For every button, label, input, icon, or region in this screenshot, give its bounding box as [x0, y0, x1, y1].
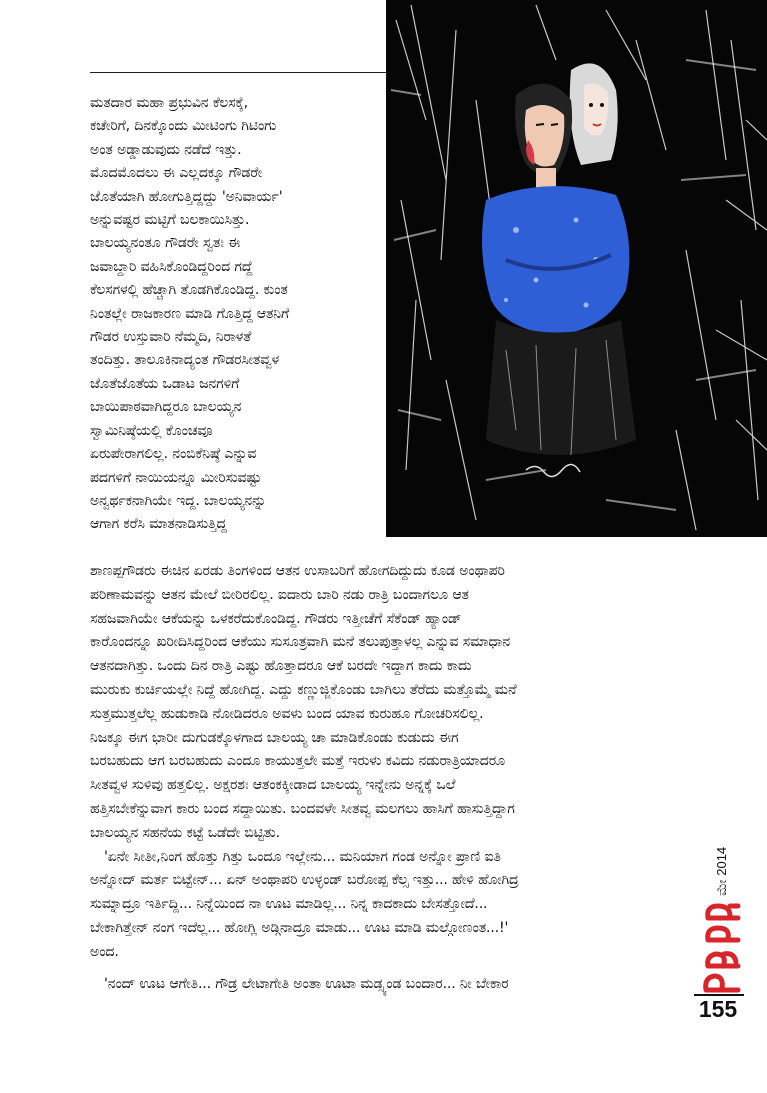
- text-line: ಬಾಯಿಪಾಠವಾಗಿದ್ದರೂ ಬಾಲಯ್ಯನ: [90, 399, 242, 416]
- text-line: ಪರಿಣಾಮವನ್ನು ಆತನ ಮೇಲೆ ಬೀರಿರಲಿಲ್ಲ. ಐದಾರು ಬಾರಿ ನಡು ರಾತ್ರಿ ಬಂದಾಗಲೂ ಆತ: [90, 586, 469, 603]
- text-line: ಕಾರೊಂದನ್ನೂ ಖರೀದಿಸಿದ್ದರಿಂದ ಆಕೆಯು ಸುಸೂತ್ರವಾಗಿ ಮನೆ ತಲುಪುತ್ತಾಳಲ್ಲ ಎನ್ನುವ ಸಮಾಧಾನ: [90, 634, 511, 651]
- text-line: ಸುತ್ತಮುತ್ತಲೆಲ್ಲ ಹುಡುಕಾಡಿ ನೋಡಿದರೂ ಅವಳು ಬಂದ ಯಾವ ಕುರುಹೂ ಗೋಚರಿಸಲಿಲ್ಲ.: [90, 705, 484, 722]
- text-line: ಅಂತ ಅಡ್ಡಾಡುವುದು ನಡೆದೆ ಇತ್ತು.: [90, 141, 242, 158]
- text-line: ಮೊದಮೊದಲು ಈ ಎಲ್ಲದಕ್ಕೂ ಗೌಡರೇ: [90, 165, 263, 182]
- text-line: ತಂದಿತ್ತು. ತಾಲೂಕಿನಾದ್ಯಂತ ಗೌಡರಸೀತವ್ವಳ: [90, 352, 280, 369]
- text-line: ಜೊತೆಯಾಗಿ ಹೋಗುತ್ತಿದ್ದದ್ದು 'ಅನಿವಾರ್ಯ': [90, 188, 283, 205]
- text-line: ಅನ್ನುವಷ್ಟರ ಮಟ್ಟಿಗೆ ಬಲಕಾಯಿಸಿತ್ತು.: [90, 212, 250, 229]
- text-line: ಜೊತೆಜೊತೆಯ ಒಡಾಟ ಜನಗಳಿಗೆ: [90, 375, 240, 392]
- text-line: ಬರಬಹುದು ಆಗ ಬರಬಹುದು ಎಂದೂ ಕಾಯುತ್ತಲೇ ಮತ್ತೆ ಇರುಳು ಕವಿದು ನಡುರಾತ್ರಿಯಾದರೂ: [90, 753, 506, 770]
- story-illustration: [386, 0, 767, 537]
- mayura-logo: [700, 900, 744, 996]
- page-number: 155: [698, 996, 738, 1022]
- masthead-month-year: ಮೇ 2014: [714, 846, 729, 896]
- text-line: ಆಗಾಗ ಕರೆಸಿ ಮಾತನಾಡಿಸುತ್ತಿದ್ದ: [90, 516, 227, 533]
- closing-line: 'ನಂದ್ ಊಟ ಆಗೇತಿ... ಗೌಡ್ರ ಲೇಟಾಗೇತಿ ಅಂತಾ ಊಟಾ ಮಡ್ಸ್ಯಂಡ ಬಂದಾರ... ನೀ ಬೇಕಾರ: [104, 975, 509, 992]
- top-rule: [90, 72, 386, 73]
- text-line: ನಿಂತಲ್ಲೇ ರಾಜಕಾರಣ ಮಾಡಿ ಗೊತ್ತಿದ್ದ ಆತನಿಗೆ: [90, 305, 290, 322]
- text-line: ಮತದಾರ ಮಹಾ ಪ್ರಭುವಿನ ಕೆಲಸಕ್ಕೆ,: [90, 95, 248, 111]
- text-line: ಬಾಲಯ್ಯನಂತೂ ಗೌಡರೇ ಸ್ವತಃ ಈ: [90, 235, 241, 252]
- article-column-wide: [90, 560, 695, 996]
- text-line: ಮುರುಕು ಕುರ್ಚಿಯಲ್ಲೇ ನಿದ್ದೆ ಹೋಗಿದ್ದ. ಎದ್ದು ಕಣ್ಣುಜ್ಜಿಕೊಂಡು ಬಾಗಿಲು ತೆರೆದು ಮತ್ತೊಮ್ಮೆ ಮನೆ: [90, 681, 517, 698]
- text-line: ಬಾಲಯ್ಯನ ಸಹನೆಯ ಕಟ್ಟೆ ಒಡೆದೇ ಬಿಟ್ಟಿತು.: [90, 824, 280, 841]
- dialogue-line: ಅನ್ನೋದ್ ಮರ್ತ ಬಿಟ್ಟೇನ್... ಏನ್ ಅಂಥಾಪರಿ ಉಳ್ಳಂಡ್ ಬರೋಪ್ಪ ಕೆಲ್ಸ ಇತ್ತು... ಹೇಳಿ ಹೋಗಿದ್ರ: [90, 872, 519, 889]
- text-line: ಏರುಪೇರಾಗಲಿಲ್ಲ. ನಂಬಿಕೆನಿಷ್ಠೆ ಎನ್ನುವ: [90, 446, 257, 463]
- text-line: ಶಾಣಪ್ಪಗೌಡರು ಈಚಿನ ಏರಡು ತಿಂಗಳಿಂದ ಆತನ ಉಸಾಬರಿಗೆ ಹೋಗದಿದ್ದುದು ಕೂಡ ಅಂಥಾಪರಿ: [90, 563, 505, 579]
- text-line: ಹತ್ತಿಸಬೇಕೆನ್ನುವಾಗ ಕಾರು ಬಂದ ಸದ್ದಾಯಿತು. ಬಂದವಳೇ ಸೀತವ್ವ ಮಲಗಲು ಹಾಸಿಗೆ ಹಾಸುತ್ತಿದ್ದಾಗ: [90, 800, 515, 817]
- text-line: ಕಚೇರಿಗೆ, ದಿನಕ್ಕೊಂದು ಮೀಟಿಂಗು ಗಿಟಿಂಗು: [90, 118, 277, 135]
- text-line: ಪದಗಳಿಗೆ ನಾಯಿಯನ್ನೂ ಮೀರಿಸುವಷ್ಟು: [90, 469, 262, 486]
- article-column-narrow: [90, 92, 382, 537]
- dialogue-line: ಸುಮ್ನಾದ್ರೂ ಇರ್ತಿದ್ದಿ... ನಿನ್ನೆಯಿಂದ ನಾ ಊಟ ಮಾಡಿಲ್ಲ... ನಿನ್ನ ಕಾದಕಾದು ಬೇಸತ್ತೋದೆ...: [90, 896, 488, 913]
- text-line: ಜವಾಬ್ದಾರಿ ವಹಿಸಿಕೊಂಡಿದ್ದರಿಂದ ಗದ್ದೆ: [90, 258, 253, 275]
- text-line: ಸೀತವ್ವಳ ಸುಳಿವು ಹತ್ತಲಿಲ್ಲ. ಅಕ್ಷರಶಃ ಆತಂಕಕ್ಕೀಡಾದ ಬಾಲಯ್ಯ ಇನ್ನೇನು ಅನ್ನಕ್ಕೆ ಒಲೆ: [90, 777, 456, 794]
- illustration-figures-icon: [386, 0, 767, 537]
- text-line: ಕೆಲಸಗಳಲ್ಲಿ ಹೆಚ್ಚಾಗಿ ತೊಡಗಿಕೊಂಡಿದ್ದ. ಕುಂತ: [90, 282, 288, 299]
- text-line: ಸಹಜವಾಗಿಯೇ ಆಕೆಯನ್ನು ಒಳಕರೆದುಕೊಂಡಿದ್ದ. ಗೌಡರು ಇತ್ತೀಚೆಗೆ ಸೆಕೆಂಡ್ ಹ್ಯಾಂಡ್: [90, 610, 462, 627]
- text-line: ಅನ್ವರ್ಥಕನಾಗಿಯೇ ಇದ್ದ. ಬಾಲಯ್ಯನನ್ನು: [90, 492, 267, 509]
- mayura-logo-icon: [700, 900, 744, 996]
- text-line: ಆತನದಾಗಿತ್ತು. ಒಂದು ದಿನ ರಾತ್ರಿ ಎಷ್ಟು ಹೊತ್ತಾದರೂ ಆಕೆ ಬರದೇ ಇದ್ದಾಗ ಕಾದು ಕಾದು: [90, 658, 472, 675]
- text-line: ಸ್ವಾಮಿನಿಷ್ಠೆಯಲ್ಲಿ ಕೊಂಚವೂ: [90, 422, 213, 439]
- dialogue-line: ಅಂದ.: [90, 943, 119, 960]
- text-line: ಗೌಡರ ಉಸ್ತುವಾರಿ ನೆಮ್ಮದಿ, ನಿರಾಳತೆ: [90, 329, 252, 346]
- dialogue-line: 'ಏನೇ ಸೀತೀ,ನಿಂಗ ಹೊತ್ತು ಗಿತ್ತು ಒಂದೂ ಇಲ್ಲೇನು... ಮನಿಯಾಗ ಗಂಡ ಅನ್ನೋ ಪ್ರಾಣಿ ಐತಿ: [104, 848, 501, 865]
- dialogue-line: ಬೇಕಾಗಿತ್ತೇನ್ ನಂಗ ಇದೆಲ್ಲ... ಹೋಗ್ಲಿ ಅಡ್ಗಿನಾದ್ರೂ ಮಾಡು... ಊಟ ಮಾಡಿ ಮಲ್ಗೋಣಂತ...!': [90, 919, 509, 936]
- text-line: ನಿಜಕ್ಕೂ ಈಗ ಭಾರೀ ದುಗುಡಕ್ಕೊಳಗಾದ ಬಾಲಯ್ಯ ಚಾ ಮಾಡಿಕೊಂಡು ಕುಡುದು ಈಗ: [90, 729, 459, 746]
